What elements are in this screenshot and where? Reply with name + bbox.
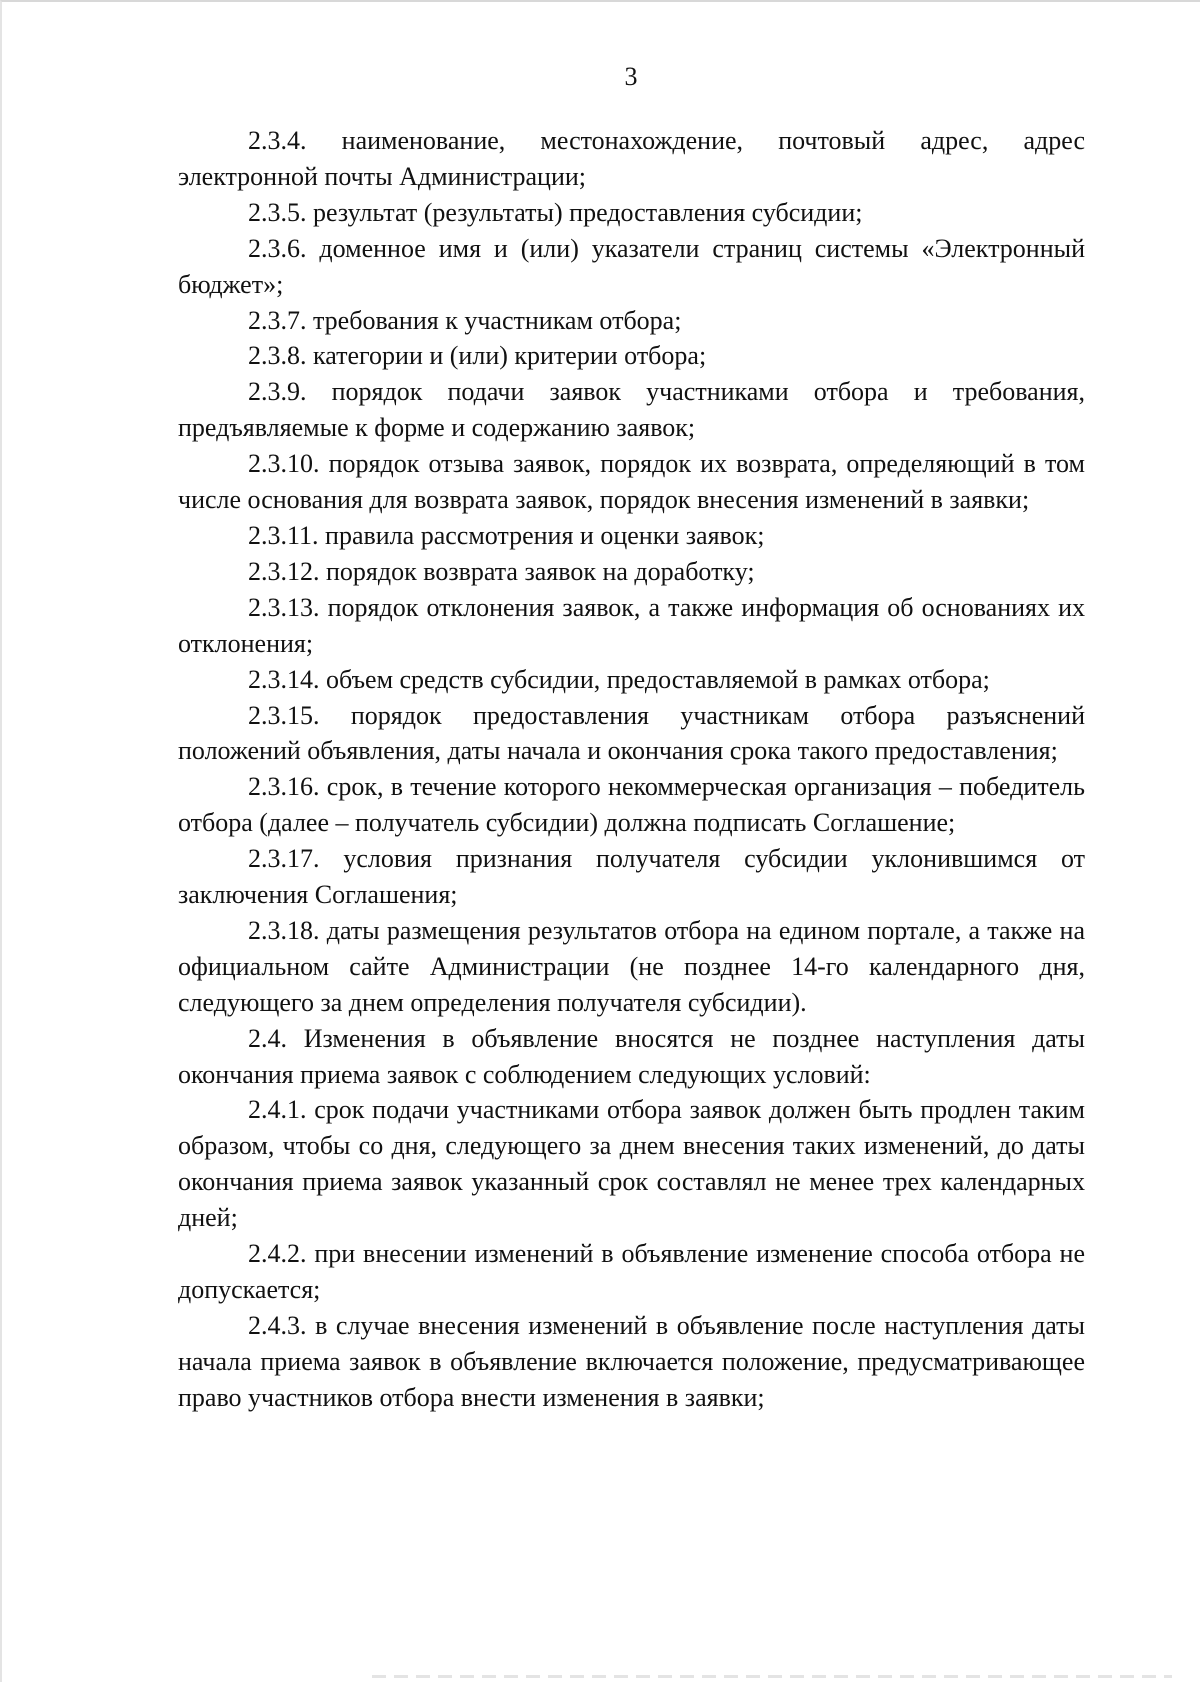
paragraph-2-3-16: 2.3.16. срок, в течение которого некоммерческая организация – победитель отбора (далее – получатель субсидии) должна подписать Соглашение; [178, 772, 1085, 838]
paragraph-2-4-3: 2.4.3. в случае внесения изменений в объявление после наступления даты начала приема заявок в объявление включается положение, предусматривающее право участников отбора внести изменения в заявки; [178, 1310, 1085, 1412]
paragraph-2-3-17: 2.3.17. условия признания получателя субсидии уклонившимся от заключения Соглашения; [178, 844, 1085, 910]
paragraph-2-3-15: 2.3.15. порядок предоставления участникам отбора разъяснений положений объявления, даты начала и окончания срока такого предоставления; [178, 700, 1085, 766]
paragraph-2-3-14: 2.3.14. объем средств субсидии, предоставляемой в рамках отбора; [248, 664, 990, 694]
paragraph-2-3-18: 2.3.18. даты размещения результатов отбора на едином портале, а также на официальном сайте Администрации (не позднее 14-го календарного дня, следующего за днем определения получателя субсидии). [178, 915, 1085, 1017]
paragraph-2-3-9: 2.3.9. порядок подачи заявок участниками отбора и требования, предъявляемые к форме и содержанию заявок; [178, 377, 1085, 443]
paragraph-2-3-8: 2.3.8. категории и (или) критерии отбора; [248, 341, 707, 371]
paragraph-2-3-4: 2.3.4. наименование, местонахождение, почтовый адрес, адрес электронной почты Администрации; [178, 126, 1085, 191]
page-number: 3 [624, 62, 638, 91]
paragraph-2-3-6: 2.3.6. доменное имя и (или) указатели страниц системы «Электронный бюджет»; [178, 233, 1085, 299]
paragraph-2-3-7: 2.3.7. требования к участникам отбора; [248, 305, 682, 335]
document-body [178, 123, 1085, 1416]
paragraph-2-3-12: 2.3.12. порядок возврата заявок на доработку; [248, 556, 755, 586]
paragraph-2-3-5: 2.3.5. результат (результаты) предоставления субсидии; [248, 197, 863, 227]
scan-edge-artifact [372, 1675, 1172, 1678]
paragraph-2-3-10: 2.3.10. порядок отзыва заявок, порядок их возврата, определяющий в том числе основания для возврата заявок, порядок внесения изменений в заявки; [178, 449, 1085, 515]
paragraph-2-4: 2.4. Изменения в объявление вносятся не позднее наступления даты окончания приема заявок с соблюдением следующих условий: [178, 1023, 1085, 1089]
paragraph-2-4-1: 2.4.1. срок подачи участниками отбора заявок должен быть продлен таким образом, чтобы со дня, следующего за днем внесения таких изменений, до даты окончания приема заявок указанный срок составлял не менее трех календарных дней; [178, 1095, 1085, 1233]
paragraph-2-3-11: 2.3.11. правила рассмотрения и оценки заявок; [248, 520, 765, 550]
paragraph-2-3-13: 2.3.13. порядок отклонения заявок, а также информация об основаниях их отклонения; [178, 592, 1085, 658]
paragraph-2-4-2: 2.4.2. при внесении изменений в объявление изменение способа отбора не допускается; [178, 1239, 1085, 1304]
